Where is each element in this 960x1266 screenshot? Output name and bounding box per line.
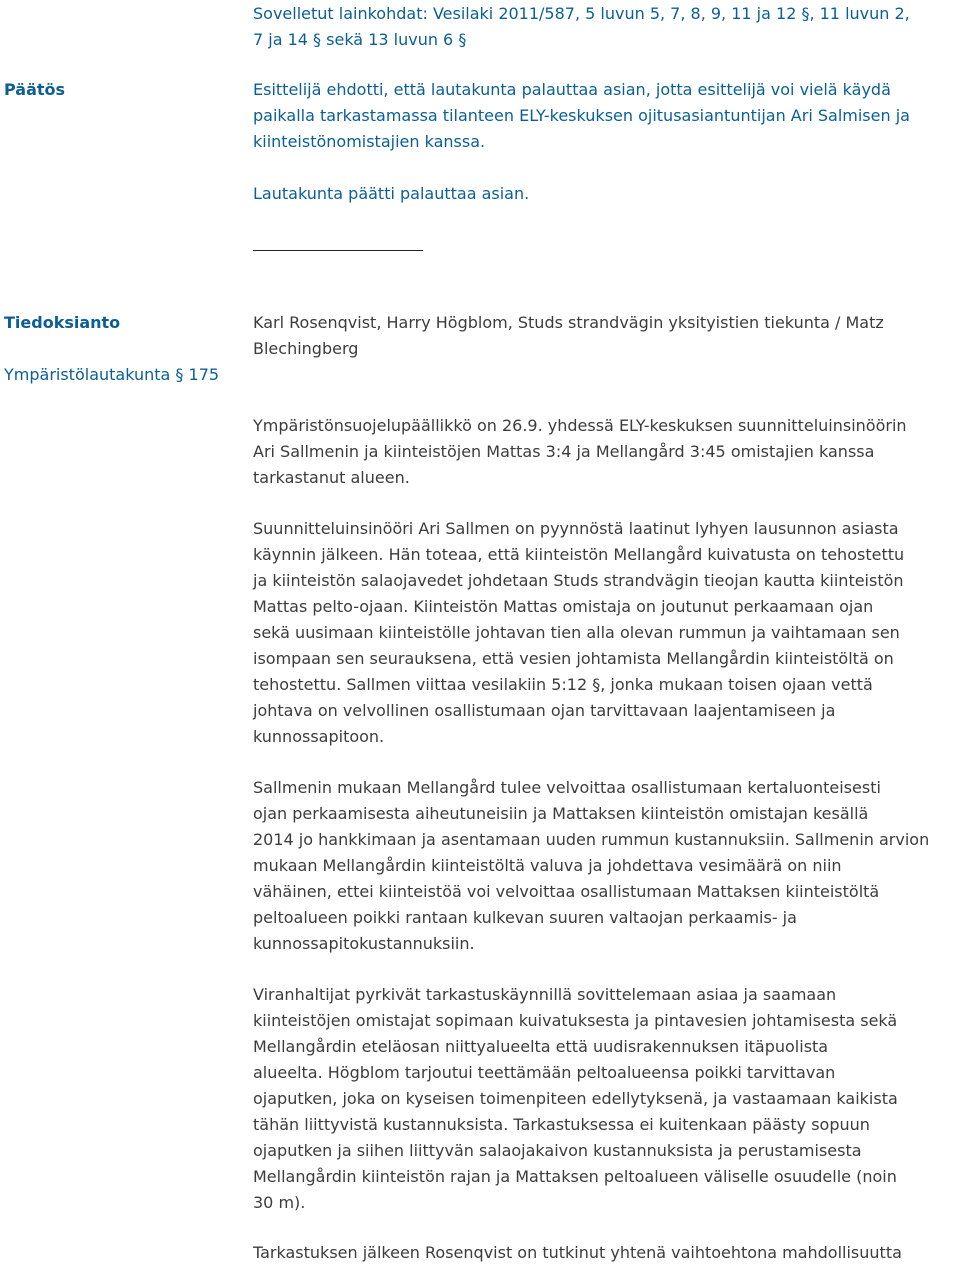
- paragraph-line: Suunnitteluinsinööri Ari Sallmen on pyynnöstä laatinut lyhyen lausunnon asiasta: [253, 519, 899, 538]
- paragraph-line: isompaan sen seurauksena, että vesien johtamista Mellangårdin kiinteistöltä on: [253, 649, 894, 668]
- paragraph-line: Tarkastuksen jälkeen Rosenqvist on tutkinut yhtenä vaihtoehtona mahdollisuutta: [253, 1243, 902, 1262]
- notice-recipients: [253, 310, 958, 362]
- notice-label: Tiedoksianto: [4, 313, 121, 332]
- paragraph-line: Viranhaltijat pyrkivät tarkastuskäynnillä sovittelemaan asiaa ja saamaan: [253, 985, 837, 1004]
- decision-proposal: [253, 77, 958, 155]
- body-paragraph: [253, 982, 958, 1216]
- paragraph-line: Mellangårdin eteläosan niittyalueelta että uudisrakennuksen itäpuolista: [253, 1037, 829, 1056]
- paragraph-line: vähäinen, ettei kiinteistöä voi velvoittaa osallistumaan Mattaksen kiinteistöltä: [253, 882, 880, 901]
- paragraph-line: mukaan Mellangårdin kiinteistöltä valuva ja johdettava vesimäärä on niin: [253, 856, 842, 875]
- paragraph-line: kunnossapitokustannuksiin.: [253, 934, 475, 953]
- paragraph-line: alueelta. Högblom tarjoutui teettämään peltoalueensa poikki tarvittavan: [253, 1063, 836, 1082]
- body-paragraph: [253, 516, 958, 750]
- paragraph-line: Mattas pelto-ojaan. Kiinteistön Mattas omistaja on joutunut perkaamaan ojan: [253, 597, 874, 616]
- paragraph-line: Ympäristönsuojelupäällikkö on 26.9. yhdessä ELY-keskuksen suunnitteluinsinöörin: [253, 416, 907, 435]
- paragraph-line: ojaputken ja siihen liittyvän salaojakaivon kustannuksista ja perustamisesta: [253, 1141, 862, 1160]
- decision-result: Lautakunta päätti palauttaa asian.: [253, 184, 530, 203]
- paragraph-line: 2014 jo hankkimaan ja asentamaan uuden rummun kustannuksiin. Sallmenin arvion: [253, 830, 930, 849]
- paragraph-line: kunnossapitoon.: [253, 727, 385, 746]
- decision-proposal-line: paikalla tarkastamassa tilanteen ELY-keskuksen ojitusasiantuntijan Ari Salmisen ja: [253, 106, 910, 125]
- notice-recipients-line: Karl Rosenqvist, Harry Högblom, Studs strandvägin yksityistien tiekunta / Matz: [253, 313, 884, 332]
- paragraph-line: tehostettu. Sallmen viittaa vesilakiin 5:12 §, jonka mukaan toisen ojaan vettä: [253, 675, 873, 694]
- applied-laws: [253, 1, 958, 53]
- paragraph-line: Sallmenin mukaan Mellangård tulee velvoittaa osallistumaan kertaluonteisesti: [253, 778, 881, 797]
- paragraph-line: ojaputken, joka on kyseisen toimenpiteen edellytyksenä, ja vastaamaan kaikista: [253, 1089, 898, 1108]
- paragraph-line: tarkastanut alueen.: [253, 468, 410, 487]
- applied-laws-line: 7 ja 14 § sekä 13 luvun 6 §: [253, 30, 467, 49]
- decision-proposal-line: kiinteistönomistajien kanssa.: [253, 132, 486, 151]
- applied-laws-line: Sovelletut lainkohdat: Vesilaki 2011/587, 5 luvun 5, 7, 8, 9, 11 ja 12 §, 11 luvun 2,: [253, 4, 910, 23]
- paragraph-line: tähän liittyvistä kustannuksista. Tarkastuksessa ei kuitenkaan päästy sopuun: [253, 1115, 870, 1134]
- paragraph-line: ojan perkaamisesta aiheutuneisiin ja Mattaksen kiinteistön omistajan kesällä: [253, 804, 869, 823]
- section-label: Ympäristölautakunta § 175: [4, 365, 220, 384]
- paragraph-line: ja kiinteistön salaojavedet johdetaan Studs strandvägin tieojan kautta kiinteistön: [253, 571, 904, 590]
- paragraph-line: Ari Sallmenin ja kiinteistöjen Mattas 3:4 ja Mellangård 3:45 omistajien kanssa: [253, 442, 875, 461]
- notice-recipients-line: Blechingberg: [253, 339, 359, 358]
- body-paragraph: [253, 413, 958, 491]
- decision-proposal-line: Esittelijä ehdotti, että lautakunta palauttaa asian, jotta esittelijä voi vielä käydä: [253, 80, 891, 99]
- paragraph-line: Mellangårdin kiinteistön rajan ja Mattaksen peltoalueen väliselle osuudelle (noin: [253, 1167, 897, 1186]
- section-separator: [253, 250, 423, 251]
- decision-label: Päätös: [4, 80, 66, 99]
- body-paragraph: [253, 1240, 958, 1266]
- paragraph-line: käynnin jälkeen. Hän toteaa, että kiinteistön Mellangård kuivatusta on tehostettu: [253, 545, 905, 564]
- paragraph-line: sekä uusimaan kiinteistölle johtavan tien alla olevan rummun ja vaihtamaan sen: [253, 623, 900, 642]
- paragraph-line: johtava on velvollinen osallistumaan ojan tarvittavaan laajentamiseen ja: [253, 701, 836, 720]
- paragraph-line: kiinteistöjen omistajat sopimaan kuivatuksesta ja pintavesien johtamisesta sekä: [253, 1011, 898, 1030]
- body-paragraph: [253, 775, 958, 957]
- paragraph-line: 30 m).: [253, 1193, 306, 1212]
- paragraph-line: peltoalueen poikki rantaan kulkevan suuren valtaojan perkaamis- ja: [253, 908, 797, 927]
